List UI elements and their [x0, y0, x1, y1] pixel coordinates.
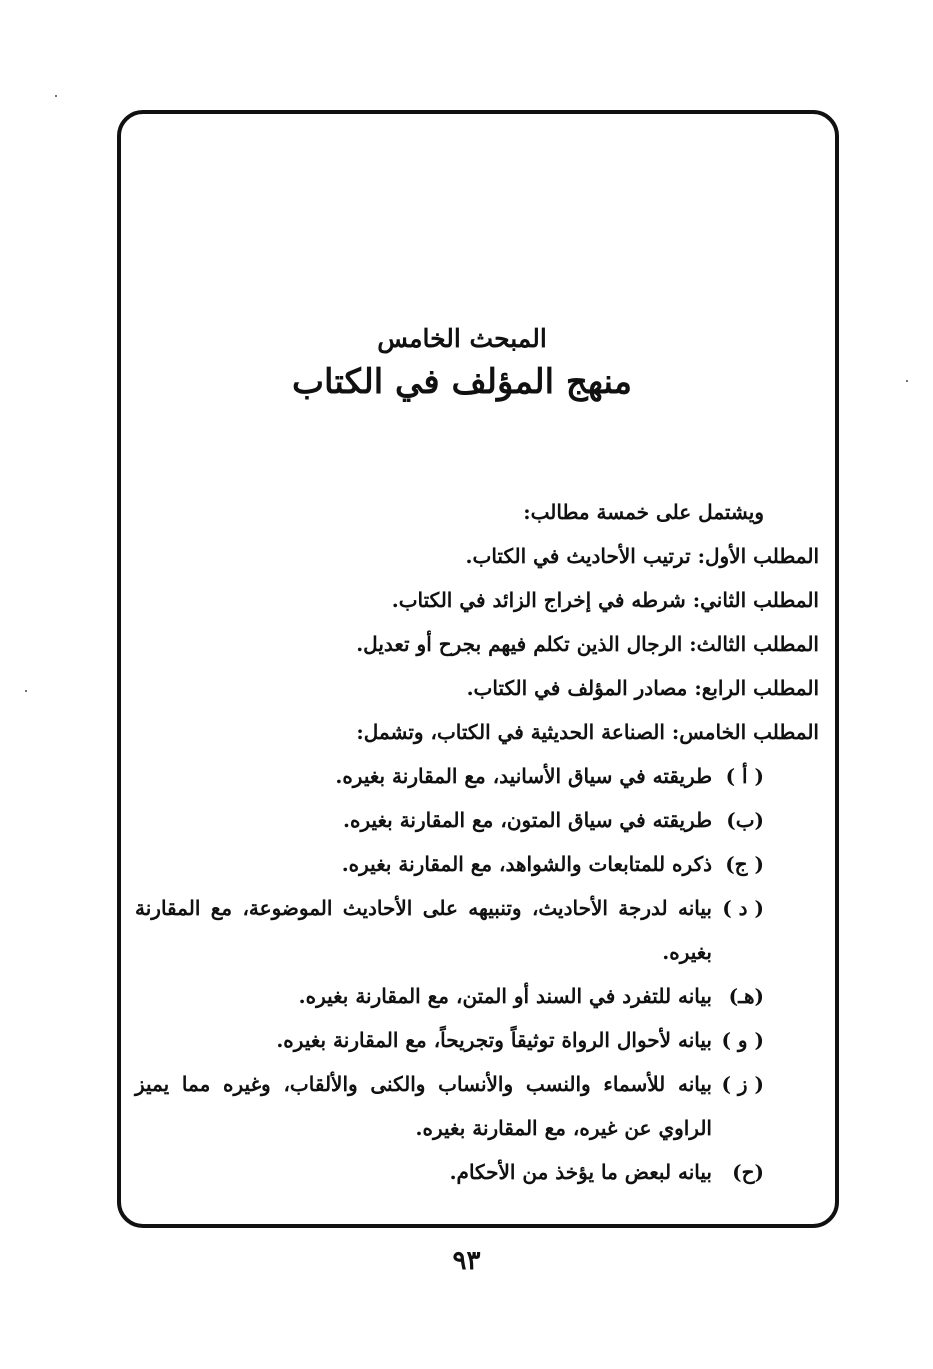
- list-item-alif: [135, 754, 764, 798]
- item-mark: ( و ): [721, 1028, 764, 1052]
- list-item-waw: [135, 1018, 764, 1062]
- matlab-2: المطلب الثاني: شرطه في إخراج الزائد في الكتاب.: [391, 588, 819, 612]
- item-mark: (ب): [726, 808, 764, 832]
- matlab-3: المطلب الثالث: الرجال الذين تكلم فيهم بجرح أو تعديل.: [356, 632, 819, 656]
- item-mark: ( د ): [722, 896, 764, 920]
- section-subtitle: المبحث الخامس: [377, 324, 547, 353]
- scan-speck: [25, 690, 27, 692]
- list-item-zay: [135, 1062, 764, 1150]
- item-mark: ( أ ): [725, 764, 764, 788]
- scan-speck: [906, 380, 908, 382]
- list-item-hha: [135, 1150, 764, 1194]
- item-mark: ( ز ): [721, 1072, 764, 1096]
- item-text: ذكره للمتابعات والشواهد، مع المقارنة بغيره.: [341, 852, 712, 876]
- matlab-1: المطلب الأول: ترتيب الأحاديث في الكتاب.: [465, 544, 819, 568]
- item-mark: (ح): [732, 1160, 764, 1184]
- item-text: بيانه لبعض ما يؤخذ من الأحكام.: [449, 1160, 712, 1184]
- list-item-ba: [135, 798, 764, 842]
- item-text: بيانه لدرجة الأحاديث، وتنبيهه على الأحاديث الموضوعة، مع المقارنة بغيره.: [135, 896, 712, 964]
- matlab-4: المطلب الرابع: مصادر المؤلف في الكتاب.: [466, 676, 819, 700]
- matlab-5: المطلب الخامس: الصناعة الحديثية في الكتاب، وتشمل:: [356, 720, 819, 744]
- item-mark: ( ج): [725, 852, 764, 876]
- item-text: بيانه للتفرد في السند أو المتن، مع المقارنة بغيره.: [298, 984, 712, 1008]
- list-item-dal: [135, 886, 764, 974]
- item-text: طريقته في سياق الأسانيد، مع المقارنة بغيره.: [335, 764, 712, 788]
- item-text: بيانه لأحوال الرواة توثيقاً وتجريحاً، مع المقارنة بغيره.: [276, 1028, 712, 1052]
- list-item-ha: [135, 974, 764, 1018]
- item-text: بيانه للأسماء والنسب والأنساب والكنى والألقاب، وغيره مما يميز الراوي عن غيره، مع المقارنة بغيره.: [135, 1072, 712, 1140]
- item-mark: (هـ): [728, 984, 764, 1008]
- intro-line: ويشتمل على خمسة مطالب:: [523, 500, 764, 524]
- page-number: ٩٣: [452, 1246, 481, 1276]
- item-text: طريقته في سياق المتون، مع المقارنة بغيره.: [343, 808, 712, 832]
- list-item-jim: [135, 842, 764, 886]
- section-title: منهج المؤلف في الكتاب: [292, 362, 632, 402]
- scan-speck: [55, 95, 57, 97]
- section-body: [135, 490, 819, 1194]
